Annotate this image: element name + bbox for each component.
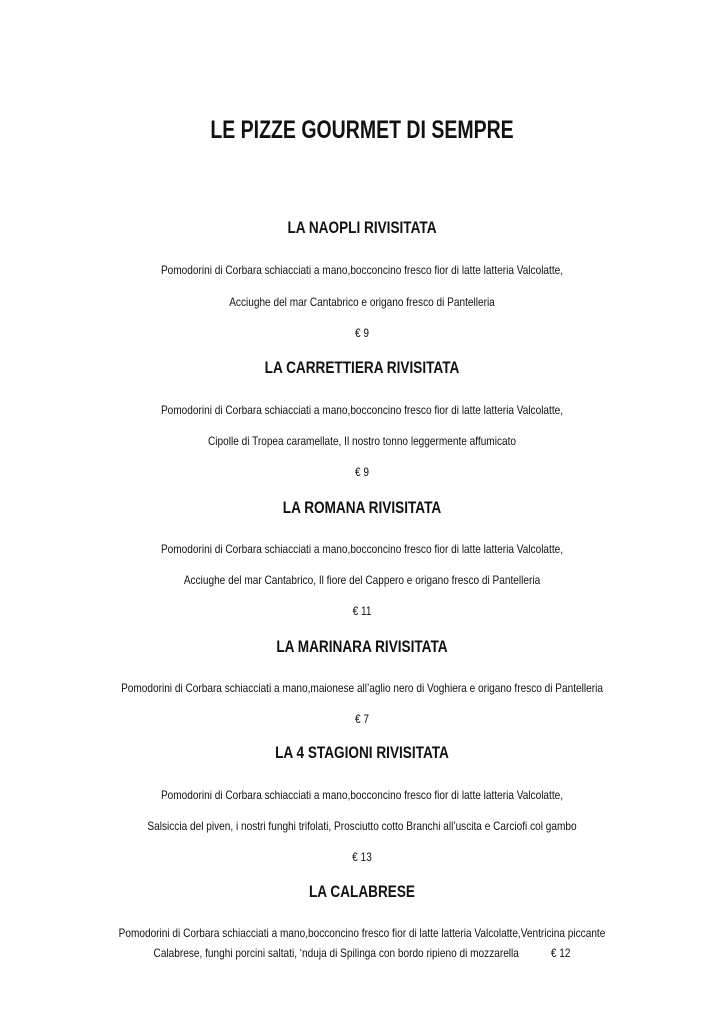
pizza-price: € 12 [550,946,571,960]
pizza-name: LA CALABRESE [308,882,416,901]
pizza-ingredients-line: Pomodorini di Corbara schiacciati a mano,bocconcino fresco fior di latte latteria Valcolatte, [160,788,564,802]
pizza-ingredients-text: Calabrese, funghi porcini saltati, ‘nduja di Spilinga con bordo ripieno di mozzarella [153,946,519,960]
pizza-price: € 9 [354,465,370,479]
pizza-ingredients-line: Pomodorini di Corbara schiacciati a mano,maionese all’aglio nero di Voghiera e origano fresco di Pantelleria [121,681,603,695]
pizza-name: LA CARRETTIERA RIVISITATA [264,358,460,377]
pizza-ingredients-line: Pomodorini di Corbara schiacciati a mano,bocconcino fresco fior di latte latteria Valcolatte, [160,263,564,277]
pizza-ingredients-line-with-price [58,946,666,960]
pizza-ingredients-line: Salsiccia del piven, i nostri funghi trifolati, Prosciutto cotto Branchi all’uscita e Carciofi col gambo [147,819,577,833]
pizza-name: LA 4 STAGIONI RIVISITATA [275,743,449,762]
pizza-price: € 11 [352,604,372,618]
pizza-ingredients-line: Pomodorini di Corbara schiacciati a mano,bocconcino fresco fior di latte latteria Valcolatte,Ventricina piccante [118,926,606,940]
pizza-name: LA NAOPLI RIVISITATA [287,218,437,237]
pizza-price: € 13 [352,850,372,864]
pizza-name: LA ROMANA RIVISITATA [282,498,442,517]
pizza-ingredients-line: Pomodorini di Corbara schiacciati a mano,bocconcino fresco fior di latte latteria Valcolatte, [160,403,564,417]
pizza-ingredients-line: Acciughe del mar Cantabrico, Il fiore del Cappero e origano fresco di Pantelleria [183,573,541,587]
pizza-ingredients-line: Cipolle di Tropea caramellate, Il nostro tonno leggermente affumicato [208,434,516,448]
pizza-price: € 7 [354,712,370,726]
pizza-ingredients-line: Pomodorini di Corbara schiacciati a mano,bocconcino fresco fior di latte latteria Valcolatte, [160,542,564,556]
pizza-ingredients-line: Acciughe del mar Cantabrico e origano fresco di Pantelleria [229,295,495,309]
pizza-name: LA MARINARA RIVISITATA [276,637,448,656]
pizza-price: € 9 [354,326,370,340]
menu-title: LE PIZZE GOURMET DI SEMPRE [210,116,514,144]
